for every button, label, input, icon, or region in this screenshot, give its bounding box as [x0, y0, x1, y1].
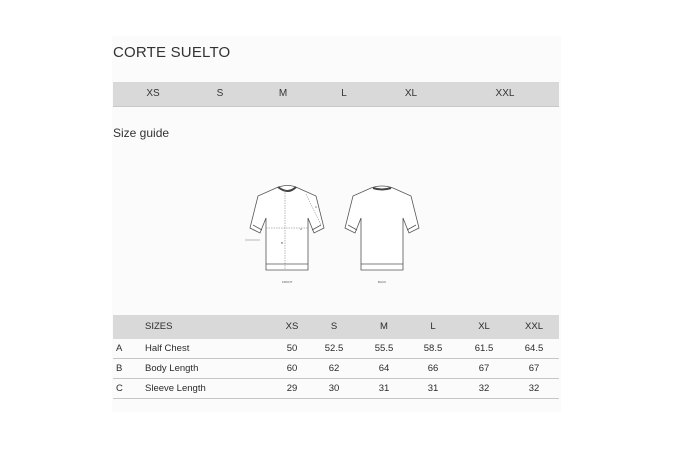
row-value: 55.5	[374, 343, 394, 354]
header-size-l: L	[430, 321, 436, 332]
row-label: Body Length	[145, 363, 199, 374]
header-size-xs: XS	[285, 321, 299, 332]
front-caption: FRONT	[282, 280, 293, 284]
row-value: 32	[478, 383, 490, 394]
table-row	[113, 339, 559, 359]
row-key: A	[116, 343, 123, 354]
row-value: 61.5	[474, 343, 494, 354]
row-value: 60	[286, 363, 298, 374]
header-size-s: S	[330, 321, 338, 332]
tshirt-back-illustration	[345, 186, 419, 270]
row-value: 50	[286, 343, 298, 354]
size-option-xxl[interactable]: XXL	[495, 88, 515, 99]
row-value: 30	[328, 383, 340, 394]
row-value: 67	[478, 363, 490, 374]
size-selector-bar	[113, 82, 559, 107]
row-value: 62	[328, 363, 340, 374]
back-caption: BACK	[378, 280, 387, 284]
page-title: CORTE SUELTO	[113, 44, 231, 61]
size-guide-heading: Size guide	[113, 126, 170, 140]
row-value: 29	[286, 383, 298, 394]
size-table	[113, 315, 559, 399]
size-option-xl[interactable]: XL	[404, 88, 418, 99]
row-value: 64	[378, 363, 390, 374]
row-value: 31	[427, 383, 439, 394]
size-option-xs[interactable]: XS	[146, 88, 160, 99]
tshirt-measurement-diagram	[240, 178, 430, 290]
row-label: Sleeve Length	[145, 383, 206, 394]
measure-label-c: C	[315, 205, 318, 209]
row-value: 32	[528, 383, 540, 394]
row-key: C	[116, 383, 123, 394]
row-label: Half Chest	[145, 343, 190, 354]
row-value: 66	[427, 363, 439, 374]
row-value: 67	[528, 363, 540, 374]
row-value: 52.5	[324, 343, 344, 354]
row-value: 31	[378, 383, 390, 394]
row-value: 64.5	[524, 343, 544, 354]
table-row	[113, 379, 559, 399]
header-label: SIZES	[145, 321, 173, 332]
size-option-m[interactable]: M	[278, 88, 288, 99]
size-option-l[interactable]: L	[341, 88, 347, 99]
size-table-header	[113, 315, 559, 339]
row-value: 58.5	[423, 343, 443, 354]
header-size-xl: XL	[478, 321, 490, 332]
size-option-s[interactable]: S	[216, 88, 224, 99]
measure-label-a: A	[300, 227, 303, 231]
header-size-m: M	[380, 321, 388, 332]
row-key: B	[116, 363, 123, 374]
table-row	[113, 359, 559, 379]
header-size-xxl: XXL	[525, 321, 543, 332]
measure-label-b: B	[281, 241, 284, 245]
